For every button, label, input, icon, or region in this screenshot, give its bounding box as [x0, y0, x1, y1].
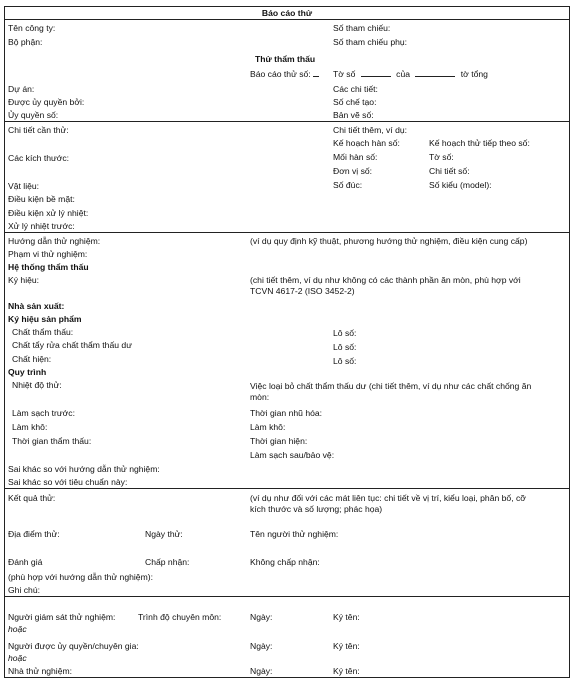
lot-no-label-1: Lô số:	[333, 328, 357, 338]
test-guide-note: (ví dụ quy định kỹ thuật, phương hướng thử nghiệm, điều kiện cung cấp)	[250, 236, 528, 246]
cast-no-label: Số đúc:	[333, 180, 363, 190]
emulsify-time-label: Thời gian nhũ hóa:	[250, 408, 323, 418]
or-label-2: hoặc	[8, 653, 27, 663]
qualification-label: Trình độ chuyên môn:	[138, 612, 222, 622]
divider	[5, 19, 569, 20]
lot-no-label-3: Lô số:	[333, 356, 357, 366]
accepted-label: Chấp nhận:	[145, 557, 190, 567]
evaluation-label: Đánh giá	[8, 557, 43, 567]
of-text: của	[396, 69, 410, 79]
sign-label-3: Ký tên:	[333, 666, 360, 676]
date-label-2: Ngày:	[250, 641, 273, 651]
department-label: Bộ phận:	[8, 37, 43, 47]
symbol-label: Ký hiệu:	[8, 275, 40, 285]
drying-label-2: Làm khô:	[250, 422, 286, 432]
divider	[5, 232, 569, 233]
test-scope-label: Phạm vi thử nghiệm:	[8, 249, 88, 259]
not-accepted-label: Không chấp nhận:	[250, 557, 320, 567]
part-details-label: Chi tiết cần thử:	[8, 125, 69, 135]
results-label: Kết quả thử:	[8, 493, 56, 503]
model-no-label: Số kiểu (model):	[429, 180, 492, 190]
divider	[5, 596, 569, 597]
location-label: Địa điểm thử:	[8, 529, 60, 539]
test-temp-label: Nhiệt độ thử:	[12, 380, 62, 390]
sheet-count-label	[333, 68, 488, 79]
surface-condition-label: Điều kiện bề mặt:	[8, 194, 75, 204]
drying-label: Làm khô:	[12, 422, 48, 432]
authorized-expert-label: Người được ủy quyền/chuyên gia:	[8, 641, 139, 651]
test-guide-label: Hướng dẫn thử nghiệm:	[8, 236, 101, 246]
more-details-label: Chi tiết thêm, ví dụ:	[333, 125, 408, 135]
reference-label: Số tham chiếu:	[333, 23, 391, 33]
penetrant-label: Chất thẩm thấu:	[12, 327, 74, 337]
authorization-no-label: Ủy quyền số:	[8, 110, 59, 120]
process-heading: Quy trình	[8, 367, 47, 377]
deviation-standard-label: Sai khác so với tiêu chuẩn này:	[8, 477, 128, 487]
remover-label: Chất tẩy rửa chất thẩm thấu dư	[12, 340, 132, 350]
date-label-1: Ngày:	[250, 612, 273, 622]
divider	[5, 488, 569, 489]
detail-no-label: Chi tiết số:	[429, 166, 470, 176]
sub-reference-label: Số tham chiếu phụ:	[333, 37, 408, 47]
lot-no-label-2: Lô số:	[333, 342, 357, 352]
sign-label-1: Ký tên:	[333, 612, 360, 622]
weld-no-label: Mối hàn số:	[333, 152, 378, 162]
lab-label: Nhà thử nghiệm:	[8, 666, 73, 676]
product-symbol-heading: Ký hiệu sản phẩm	[8, 314, 82, 324]
or-label-1: hoặc	[8, 624, 27, 634]
unit-no-label: Đơn vị số:	[333, 166, 373, 176]
report-number-label	[250, 68, 319, 79]
notes-label: Ghi chú:	[8, 585, 41, 595]
project-label: Dự án:	[8, 84, 35, 94]
company-label: Tên công ty:	[8, 23, 56, 33]
deviation-guide-label: Sai khác so với hướng dẫn thử nghiệm:	[8, 464, 160, 474]
report-number-text: Báo cáo thử số:	[250, 69, 311, 79]
total-text: tờ tổng	[460, 69, 488, 79]
pre-heat-label: Xử lý nhiệt trước:	[8, 221, 75, 231]
developer-label: Chất hiện:	[12, 354, 52, 364]
supervisor-label: Người giám sát thử nghiệm:	[8, 612, 116, 622]
symbol-note-line-1: (chi tiết thêm, ví dụ như không có các thành phần ăn mòn, phù hợp với	[250, 275, 521, 285]
pre-cleaning-label: Làm sạch trước:	[12, 408, 75, 418]
results-note-line-1: (ví dụ như đối với các mát liên tục: chi tiết về vị trí, kiểu loại, phân bố, cỡ	[250, 493, 526, 503]
test-type-heading: Thử thẩm thấu	[255, 54, 316, 64]
authorized-by-label: Được ủy quyền bởi:	[8, 97, 85, 107]
tester-name-label: Tên người thử nghiệm:	[250, 529, 339, 539]
results-note-line-2: kích thước và số lượng; phác họa)	[250, 504, 383, 514]
total-line	[415, 68, 455, 77]
conformity-label: (phù hợp với hướng dẫn thử nghiệm):	[8, 572, 153, 582]
report-title: Báo cáo thử	[261, 8, 313, 18]
material-label: Vật liệu:	[8, 181, 40, 191]
details-label: Các chi tiết:	[333, 84, 378, 94]
removal-note-line-1: Việc loại bỏ chất thẩm thấu dư (chi tiết thêm, ví dụ như các chất chống ăn	[250, 381, 532, 391]
sheet-text: Tờ số	[333, 69, 356, 79]
sign-label-2: Ký tên:	[333, 641, 360, 651]
post-cleaning-label: Làm sạch sau/bảo vệ:	[250, 450, 335, 460]
next-test-plan-label: Kế hoạch thử tiếp theo số:	[429, 138, 530, 148]
sheet-line	[361, 68, 391, 77]
test-report-form	[4, 6, 570, 678]
divider	[5, 121, 569, 122]
test-date-label: Ngày thử:	[145, 529, 183, 539]
removal-note-line-2: mòn:	[250, 392, 270, 402]
date-label-3: Ngày:	[250, 666, 273, 676]
report-number-line	[313, 68, 319, 77]
development-time-label: Thời gian hiện:	[250, 436, 308, 446]
drawing-no-label: Bản vẽ số:	[333, 110, 374, 120]
manufacturer-heading: Nhà sản xuất:	[8, 301, 65, 311]
welding-plan-label: Kế hoạch hàn số:	[333, 138, 400, 148]
penetration-time-label: Thời gian thẩm thấu:	[12, 436, 92, 446]
dimensions-label: Các kích thước:	[8, 153, 70, 163]
heat-treatment-label: Điều kiện xử lý nhiệt:	[8, 208, 89, 218]
penetrant-system-heading: Hệ thống thẩm thấu	[8, 262, 89, 272]
manufacture-no-label: Số chế tạo:	[333, 97, 377, 107]
symbol-note-line-2: TCVN 4617-2 (ISO 3452-2)	[250, 286, 355, 296]
sheet-no-label: Tờ số:	[429, 152, 454, 162]
